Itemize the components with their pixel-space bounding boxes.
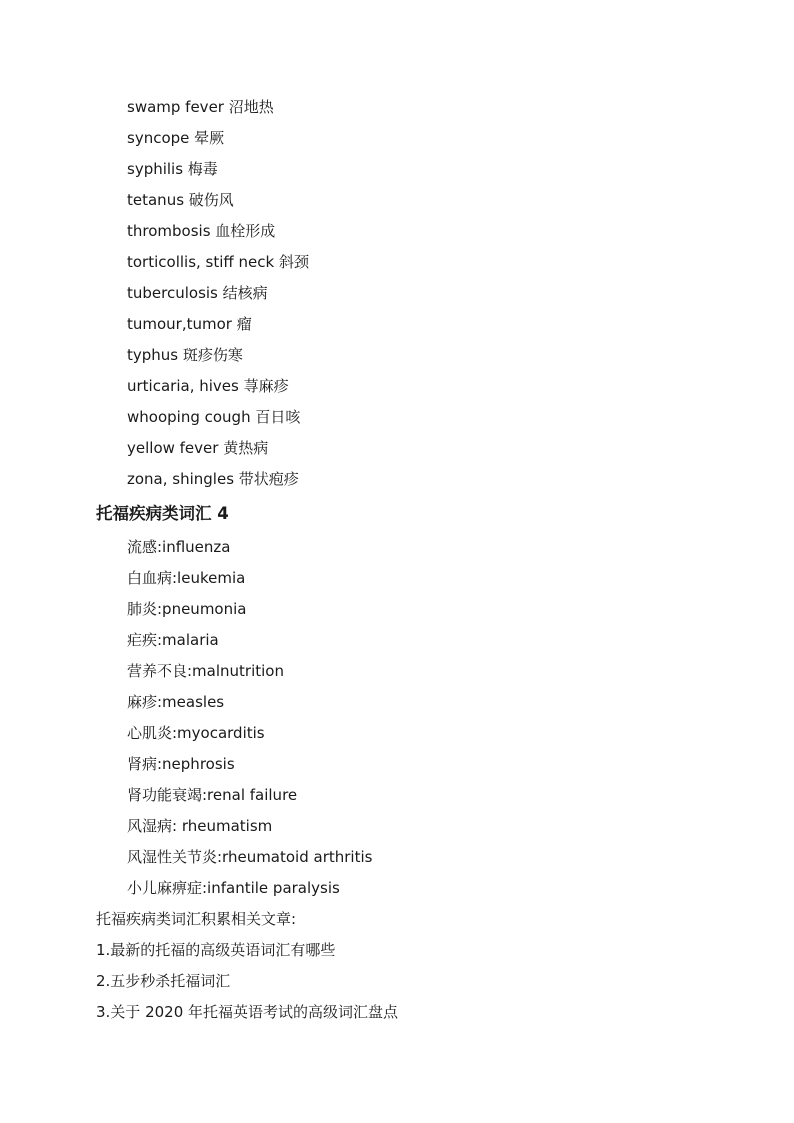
vocab-entry: 风湿性关节炎:rheumatoid arthritis [127, 848, 373, 866]
vocab-entry: 营养不良:malnutrition [127, 662, 284, 680]
related-article-link[interactable]: 2.五步秒杀托福词汇 [96, 972, 231, 990]
vocab-entry: thrombosis 血栓形成 [127, 222, 276, 240]
vocab-entry: 白血病:leukemia [127, 569, 246, 587]
vocab-entry: 小儿麻痹症:infantile paralysis [127, 879, 340, 897]
vocab-entry: 肾病:nephrosis [127, 755, 235, 773]
vocab-entry: 心肌炎:myocarditis [127, 724, 265, 742]
vocab-entry: swamp fever 沼地热 [127, 98, 274, 116]
vocab-entry: tumour,tumor 瘤 [127, 315, 252, 333]
vocab-entry: urticaria, hives 荨麻疹 [127, 377, 289, 395]
vocab-entry: tetanus 破伤风 [127, 191, 234, 209]
vocab-entry: zona, shingles 带状疱疹 [127, 470, 299, 488]
section-heading: 托福疾病类词汇 4 [96, 504, 229, 523]
vocab-entry: typhus 斑疹伤寒 [127, 346, 243, 364]
vocab-entry: tuberculosis 结核病 [127, 284, 268, 302]
vocab-entry: 麻疹:measles [127, 693, 225, 711]
vocab-entry: 肺炎:pneumonia [127, 600, 247, 618]
related-article-link[interactable]: 1.最新的托福的高级英语词汇有哪些 [96, 941, 336, 959]
vocab-entry: 流感:influenza [127, 538, 231, 556]
vocab-entry: whooping cough 百日咳 [127, 408, 301, 426]
vocab-entry: syphilis 梅毒 [127, 160, 218, 178]
vocab-entry: 疟疾:malaria [127, 631, 219, 649]
vocab-entry: torticollis, stiff neck 斜颈 [127, 253, 309, 271]
vocab-entry: 肾功能衰竭:renal failure [127, 786, 298, 804]
vocab-entry: syncope 晕厥 [127, 129, 225, 147]
vocab-entry: yellow fever 黄热病 [127, 439, 269, 457]
related-articles-heading: 托福疾病类词汇积累相关文章: [96, 910, 297, 928]
related-article-link[interactable]: 3.关于 2020 年托福英语考试的高级词汇盘点 [96, 1003, 399, 1021]
vocab-entry: 风湿病: rheumatism [127, 817, 273, 835]
